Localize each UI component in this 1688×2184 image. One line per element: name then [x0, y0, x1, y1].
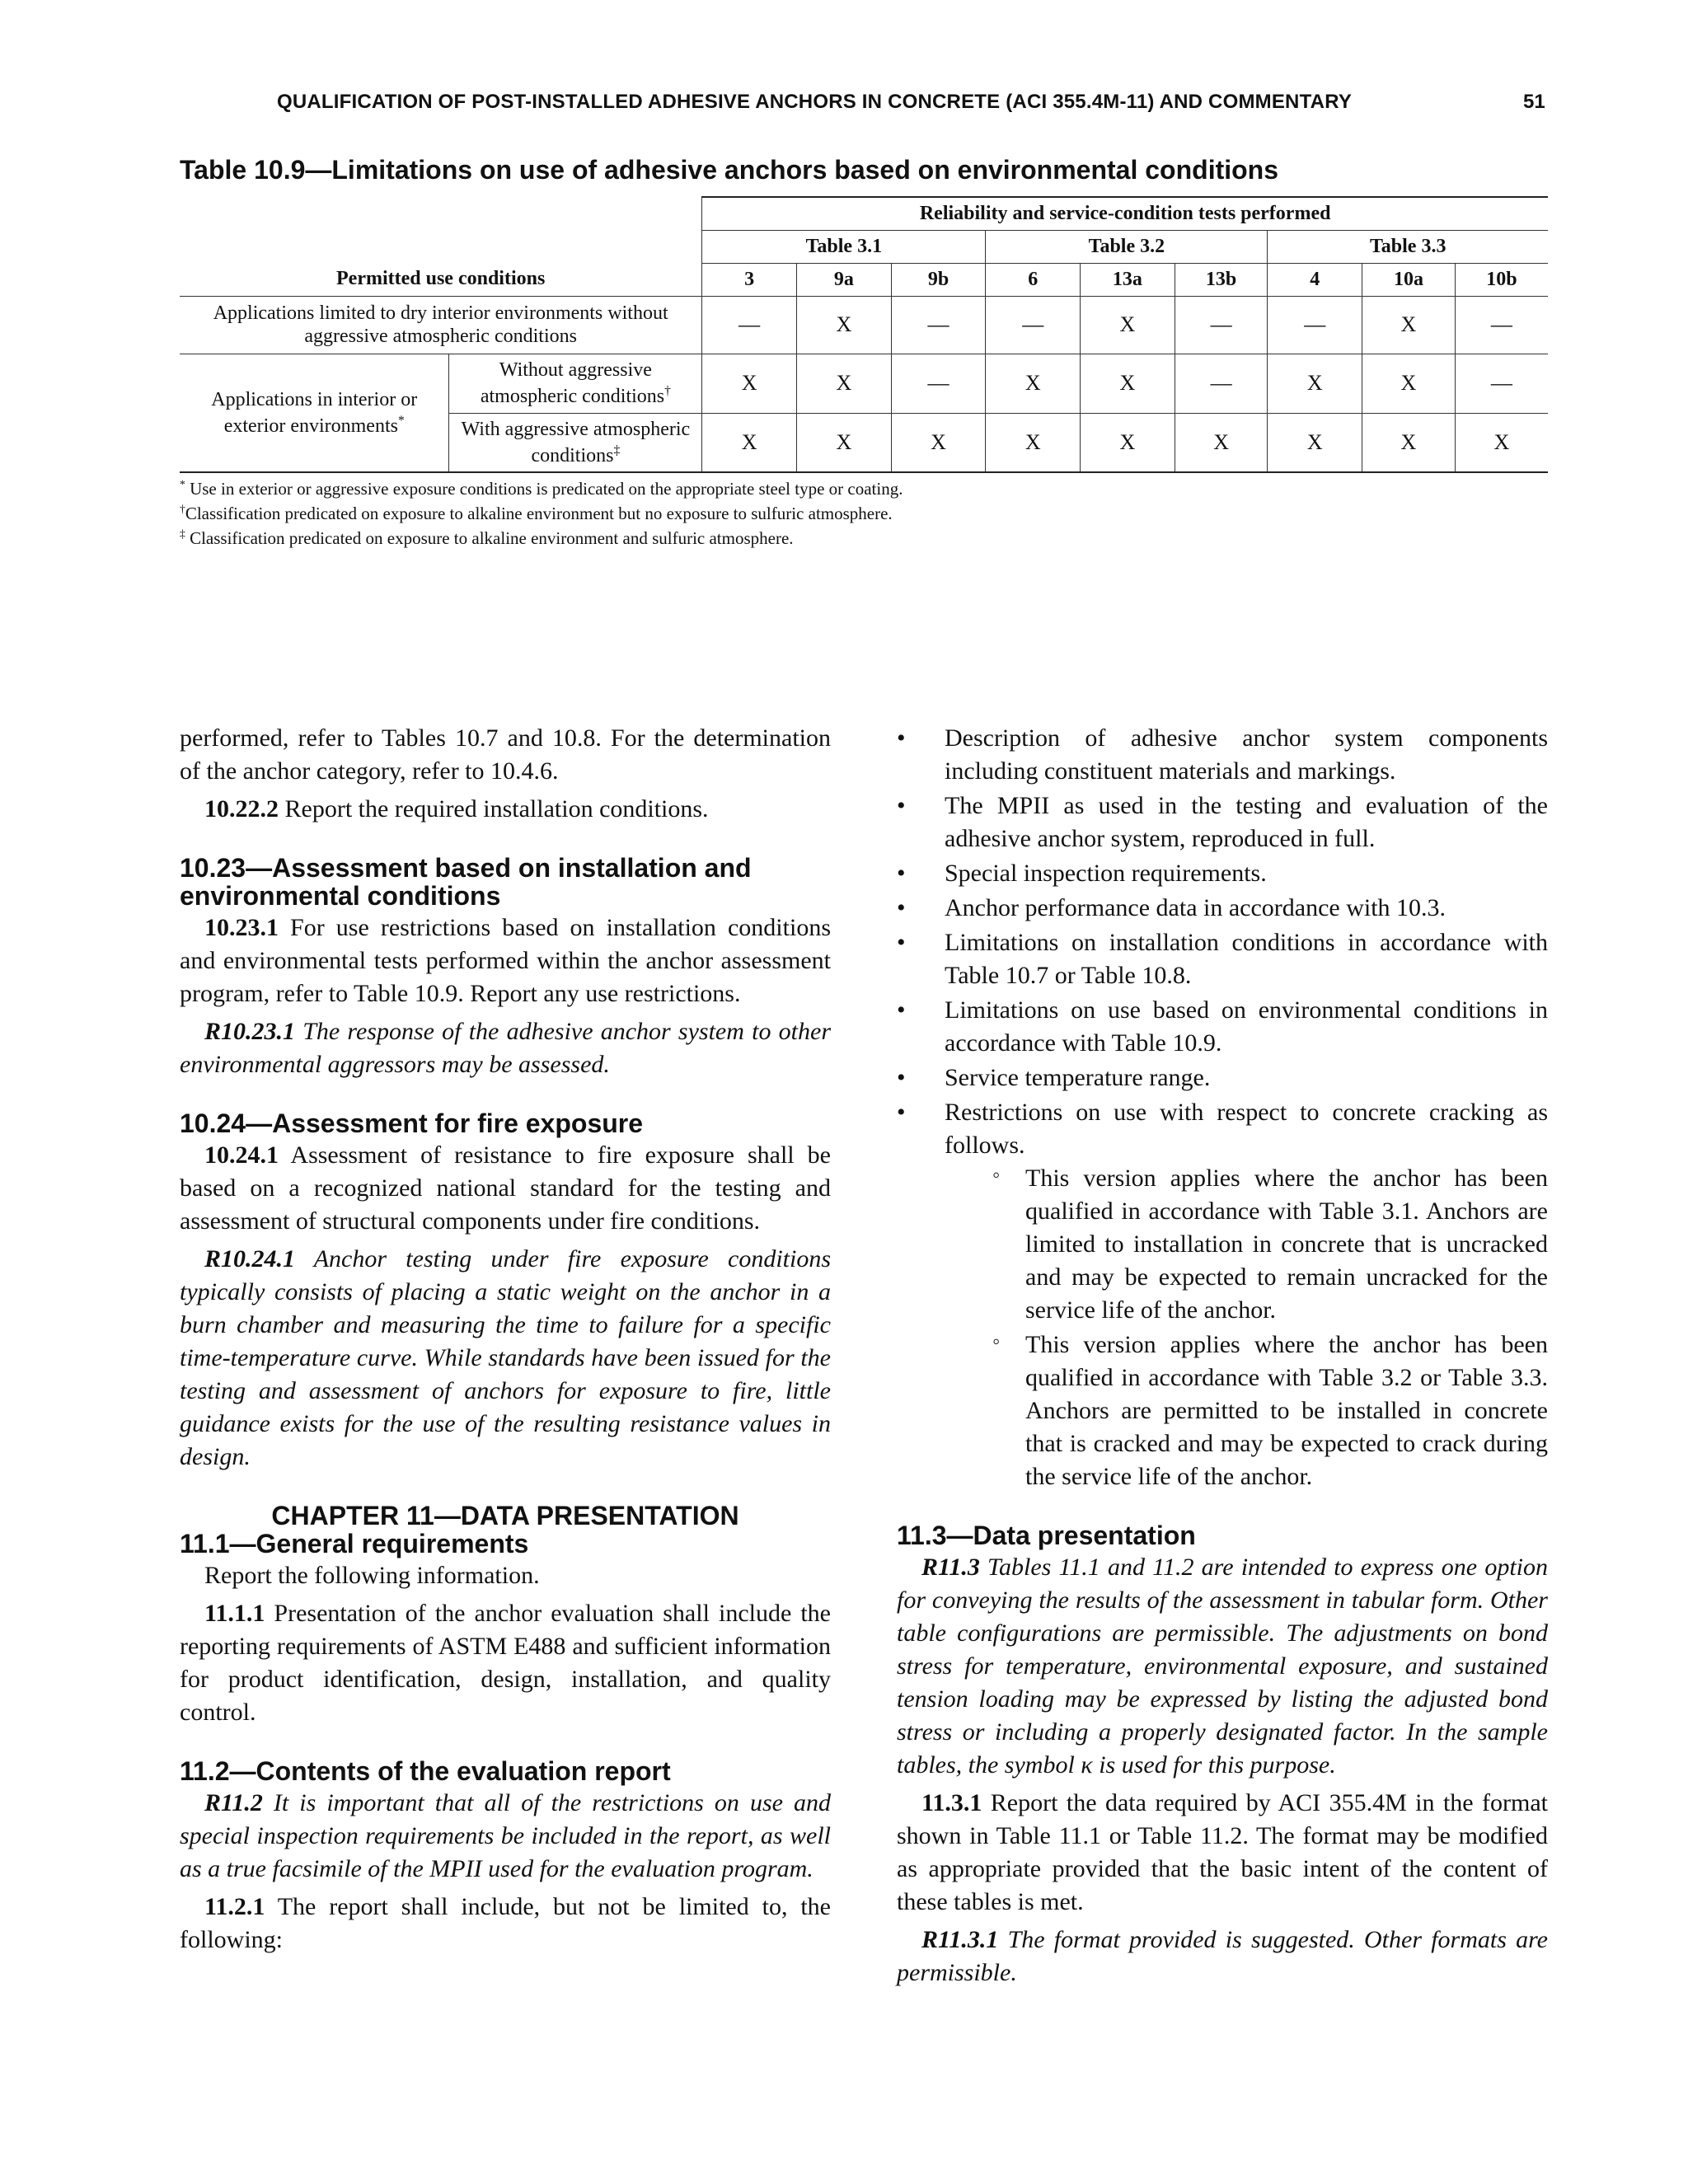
commentary	[897, 1551, 1548, 1782]
clause-number: 11.2.1	[204, 1893, 265, 1920]
table-subgroup-3-1: Table 3.1	[702, 230, 986, 263]
commentary-number: R10.24.1	[204, 1245, 296, 1272]
row-group-interior-exterior	[180, 354, 449, 472]
commentary-text: Anchor testing under fire exposure conditions typically consists of placing a static weight on the anchor in a burn chamber and measuring the time to failure for a specific time-temperature curve. While standards have been issued for the testing and assessment of anchors for exposure to fire, little guidance exists for the use of the resulting resistance values in design.	[180, 1245, 831, 1470]
list-item	[897, 1062, 1548, 1094]
column-header: 10a	[1362, 263, 1456, 296]
table-cell: X	[797, 413, 892, 472]
paragraph	[897, 1787, 1548, 1919]
footnote	[180, 526, 1548, 551]
table-cell: X	[797, 354, 892, 413]
list-item-text: Anchor performance data in accordance with 10.3.	[945, 894, 1447, 921]
row-group-label: Applications in interior or exterior environments	[211, 388, 418, 437]
table-cell: X	[1362, 413, 1456, 472]
table-cell: X	[1268, 413, 1362, 472]
clause-number: 10.22.2	[204, 795, 279, 823]
column-header: 6	[986, 263, 1081, 296]
table-cell: —	[1455, 296, 1548, 354]
paragraph: Report the following information.	[204, 1562, 540, 1589]
column-header: 13b	[1175, 263, 1268, 296]
commentary-number: R11.2	[204, 1789, 263, 1816]
table-cell: X	[1175, 413, 1268, 472]
footnote-mark-ddagger: ‡	[613, 443, 621, 457]
table-cell: —	[891, 296, 986, 354]
footnote-mark-dagger: †	[664, 384, 671, 398]
commentary-text: It is important that all of the restrictions on use and special inspection requirements be included in the report, as well as a true facsimile of the MPII used for the evaluation program.	[180, 1789, 831, 1882]
clause-text: For use restrictions based on installation conditions and environmental tests performed within the anchor assessment program, refer to Table 10.9. Report any use restrictions.	[180, 914, 831, 1007]
table-cell: X	[797, 296, 892, 354]
column-header: 9a	[797, 263, 892, 296]
left-column	[180, 722, 831, 1961]
table-cell: X	[1081, 413, 1175, 472]
report-contents-list	[897, 722, 1548, 1493]
sub-list-item-text: This version applies where the anchor has been qualified in accordance with Table 3.2 or Table 3.3. Anchors are permitted to be installed in concrete that is cracked and may be expected to crack during the service life of the anchor.	[1025, 1331, 1548, 1490]
clause-text: Presentation of the anchor evaluation shall include the reporting requirements of ASTM E488 and sufficient information for product identification, design, installation, and quality control.	[180, 1600, 831, 1726]
column-header: 13a	[1081, 263, 1175, 296]
bullet-icon: •	[897, 1099, 906, 1126]
table-cell: —	[1175, 354, 1268, 413]
list-item	[897, 926, 1548, 992]
list-item	[897, 994, 1548, 1060]
table-cell: X	[986, 413, 1081, 472]
sub-bullet-icon: ◦	[992, 1163, 1001, 1187]
section-heading-11-2: 11.2—Contents of the evaluation report	[180, 1756, 671, 1786]
footnote-symbol: †	[180, 503, 185, 515]
footnote	[180, 476, 1548, 501]
sub-list-item	[945, 1162, 1548, 1327]
footnote-symbol: *	[180, 478, 185, 490]
column-header: 3	[702, 263, 797, 296]
bullet-icon: •	[897, 894, 906, 921]
footnote-text: Classification predicated on exposure to alkaline environment and sulfuric atmosphere.	[190, 528, 794, 548]
column-header: 10b	[1455, 263, 1548, 296]
list-item-text: Restrictions on use with respect to concrete cracking as follows.	[945, 1099, 1548, 1159]
table-cell: X	[1362, 296, 1456, 354]
clause-text: The report shall include, but not be limited to, the following:	[180, 1893, 831, 1953]
paragraph	[180, 1597, 831, 1729]
clause-text: Report the data required by ACI 355.4M in the format shown in Table 11.1 or Table 11.2. The format may be modified as appropriate provided that the basic intent of the content of these tables is met.	[897, 1789, 1548, 1915]
commentary-text: Tables 11.1 and 11.2 are intended to express one option for conveying the results of the assessment in tabular form. Other table configurations are permissible. The adjustments on bond stress for temperature, environmental exposure, and sustained tension loading may be expressed by listing the adjusted bond stress or including a properly designated factor. In the sample tables, the symbol κ is used for this purpose.	[897, 1554, 1548, 1779]
table-cell: X	[702, 354, 797, 413]
table-cell: —	[891, 354, 986, 413]
section-heading-11-3: 11.3—Data presentation	[897, 1521, 1196, 1550]
paragraph: performed, refer to Tables 10.7 and 10.8. For the determination of the anchor category, refer to 10.4.6.	[180, 724, 831, 785]
table-cell: —	[1175, 296, 1268, 354]
limitations-table	[180, 196, 1548, 473]
row-label-text: With aggressive atmospheric conditions	[461, 418, 691, 466]
bullet-icon: •	[897, 996, 906, 1024]
table-subgroup-3-2: Table 3.2	[986, 230, 1268, 263]
table-cell: —	[1268, 296, 1362, 354]
paragraph	[180, 1139, 831, 1238]
list-item	[897, 857, 1548, 890]
row-label-text: Without aggressive atmospheric conditions	[480, 359, 665, 407]
section-heading-11-1: 11.1—General requirements	[180, 1529, 529, 1558]
commentary	[180, 1243, 831, 1474]
commentary	[897, 1924, 1548, 1990]
clause-number: 11.3.1	[921, 1789, 982, 1816]
footnote-symbol: ‡	[180, 527, 185, 540]
table-cell: X	[702, 413, 797, 472]
clause-number: 10.24.1	[204, 1141, 279, 1169]
footnote-text: Classification predicated on exposure to alkaline environment but no exposure to sulfuric atmosphere.	[185, 504, 893, 523]
bullet-icon: •	[897, 860, 906, 887]
table-title: Table 10.9—Limitations on use of adhesive anchors based on environmental conditions	[180, 155, 1279, 185]
list-item-text: Limitations on use based on environmental conditions in accordance with Table 10.9.	[945, 996, 1548, 1057]
list-item-text: Service temperature range.	[945, 1064, 1211, 1091]
section-heading-10-23: 10.23—Assessment based on installation and environmental conditions	[180, 853, 752, 911]
footnote-text: Use in exterior or aggressive exposure conditions is predicated on the appropriate steel type or coating.	[190, 479, 903, 499]
commentary	[180, 1787, 831, 1886]
table-cell: X	[986, 354, 1081, 413]
footnote-mark-star: *	[397, 413, 405, 428]
list-item	[897, 722, 1548, 788]
sub-list-item	[945, 1329, 1548, 1493]
commentary-number: R11.3	[921, 1554, 980, 1581]
table-row-header: Permitted use conditions	[336, 268, 546, 290]
sub-list-item-text: This version applies where the anchor has been qualified in accordance with Table 3.1. Anchors are limited to installation in concrete that is uncracked and may be expected to remain uncracked for the service life of the anchor.	[1025, 1165, 1548, 1324]
list-item-text: The MPII as used in the testing and evaluation of the adhesive anchor system, reproduced in full.	[945, 792, 1548, 852]
bullet-icon: •	[897, 1064, 906, 1091]
commentary	[180, 1015, 831, 1081]
table-cell: X	[891, 413, 986, 472]
sub-bullet-icon: ◦	[992, 1329, 1001, 1353]
table-cell: —	[986, 296, 1081, 354]
page-number: 51	[1523, 91, 1545, 113]
running-header: QUALIFICATION OF POST-INSTALLED ADHESIVE ANCHORS IN CONCRETE (ACI 355.4M-11) AND COMMENTARY	[277, 91, 1353, 113]
row-label-with-aggressive	[449, 413, 702, 472]
section-heading-10-24: 10.24—Assessment for fire exposure	[180, 1108, 644, 1138]
table-cell: X	[1081, 354, 1175, 413]
table-cell: X	[1362, 354, 1456, 413]
bullet-icon: •	[897, 929, 906, 956]
commentary-number: R10.23.1	[204, 1018, 296, 1045]
column-header: 9b	[891, 263, 986, 296]
paragraph	[180, 1891, 831, 1957]
clause-text: Report the required installation conditions.	[279, 795, 709, 823]
commentary-number: R11.3.1	[921, 1926, 999, 1953]
row-label-without-aggressive	[449, 354, 702, 413]
row-label-dry-interior: Applications limited to dry interior environments without aggressive atmospheric conditions	[180, 296, 702, 354]
list-item	[897, 790, 1548, 855]
paragraph	[180, 912, 831, 1010]
table-group-header: Reliability and service-condition tests performed	[702, 197, 1548, 230]
list-item-text: Special inspection requirements.	[945, 860, 1267, 887]
list-item	[897, 1096, 1548, 1493]
bullet-icon: •	[897, 792, 906, 819]
clause-number: 11.1.1	[204, 1600, 265, 1627]
table-cell: X	[1455, 413, 1548, 472]
clause-text: Assessment of resistance to fire exposure shall be based on a recognized national standard for the testing and assessment of structural components under fire conditions.	[180, 1141, 831, 1235]
commentary-text: The response of the adhesive anchor system to other environmental aggressors may be assessed.	[180, 1018, 831, 1078]
column-header: 4	[1268, 263, 1362, 296]
chapter-heading: CHAPTER 11—DATA PRESENTATION	[271, 1501, 739, 1530]
table-cell: —	[702, 296, 797, 354]
list-item-text: Description of adhesive anchor system components including constituent materials and markings.	[945, 724, 1548, 785]
paragraph	[180, 793, 831, 826]
footnote	[180, 501, 1548, 526]
table-cell: X	[1081, 296, 1175, 354]
right-column	[897, 722, 1548, 1994]
list-item	[897, 892, 1548, 925]
clause-number: 10.23.1	[204, 914, 279, 941]
list-item-text: Limitations on installation conditions in accordance with Table 10.7 or Table 10.8.	[945, 929, 1548, 989]
table-cell: —	[1455, 354, 1548, 413]
commentary-text: The format provided is suggested. Other formats are permissible.	[897, 1926, 1548, 1986]
table-cell: X	[1268, 354, 1362, 413]
bullet-icon: •	[897, 724, 906, 752]
table-subgroup-3-3: Table 3.3	[1268, 230, 1548, 263]
cracking-versions-list	[945, 1162, 1548, 1493]
table-footnotes	[180, 476, 1548, 551]
